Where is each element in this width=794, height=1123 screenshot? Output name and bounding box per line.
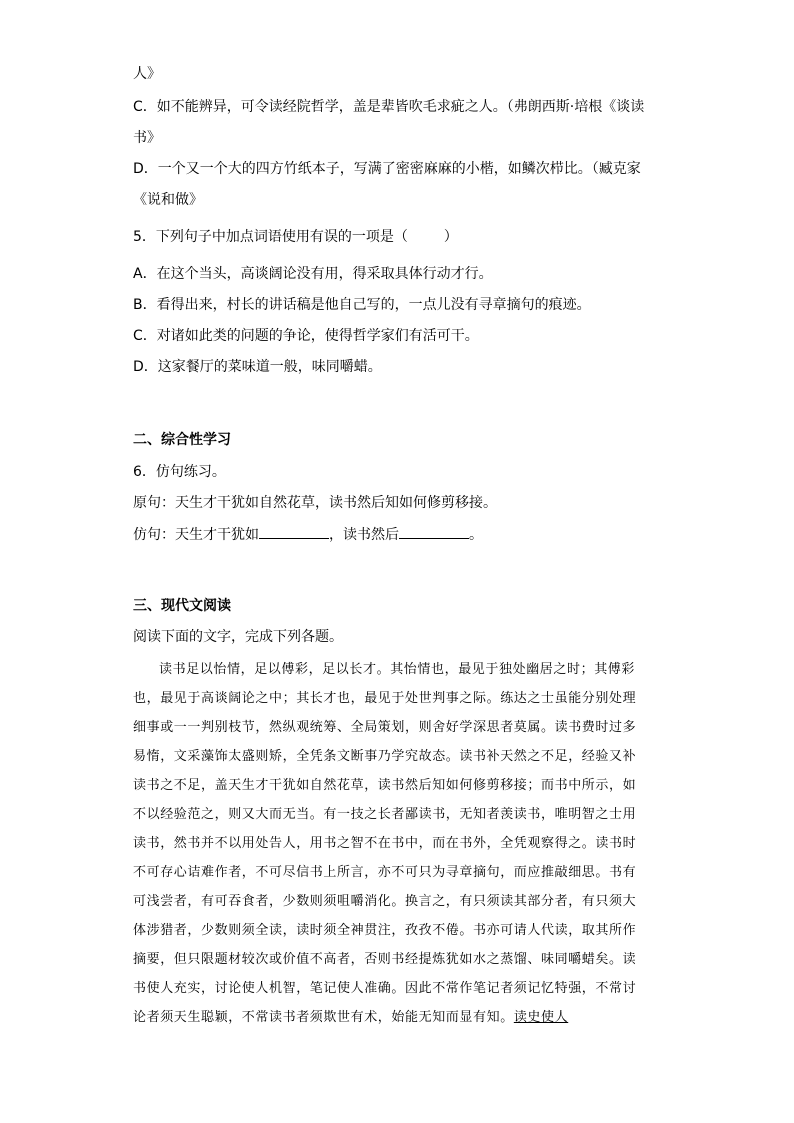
passage-line: 书使人充实，讨论使人机智，笔记使人准确。因此不常作笔记者须记忆特强，不常讨 (133, 981, 637, 996)
passage-line: 可浅尝者，有可吞食者，少数则须咀嚼消化。换言之，有只须读其部分者，有只须大 (133, 894, 637, 909)
passage-line: 体涉猎者，少数则须全读，读时须全神贯注，孜孜不倦。书亦可请人代读，取其所作 (133, 923, 637, 938)
fill-blank-2[interactable] (399, 524, 469, 539)
passage-line: 读书足以怡情，足以傅彩，足以长才。其怡情也，最见于独处幽居之时；其傅彩 (159, 662, 636, 677)
q5-option-d: D．这家餐厅的菜味道一般，味同嚼蜡。 (133, 359, 382, 375)
imitate-part-a: 仿句：天生才干犹如 (133, 527, 259, 543)
passage-line: 摘要，但只限题材较次或价值不高者，否则书经提炼犹如水之蒸馏、味同嚼蜡矣。读 (133, 952, 637, 967)
passage-line: 细事或一一判别枝节，然纵观统筹、全局策划，则舍好学深思者莫属。读书费时过多 (133, 720, 637, 735)
passage-line: 读书之不足，盖天生才干犹如自然花草，读书然后知如何修剪移接；而书中所示，如 (133, 778, 637, 793)
passage-line-text: 论者须天生聪颖，不常读书者须欺世有术，始能无知而显有知。 (133, 1010, 514, 1025)
q5-option-b: B．看得出来，村长的讲话稿是他自己写的，一点儿没有寻章摘句的痕迹。 (133, 297, 591, 313)
passage-last-line (133, 1003, 663, 1032)
section-2-heading: 二、综合性学习 (133, 432, 231, 448)
passage-line: 不可存心诘难作者，不可尽信书上所言，亦不可只为寻章摘句，而应推敲细思。书有 (133, 865, 637, 880)
q4-option-c-line2: 书》 (133, 130, 161, 146)
reading-instruction: 阅读下面的文字，完成下列各题。 (133, 629, 343, 645)
q4-option-d-line2: 《说和做》 (133, 192, 203, 208)
q5-stem (133, 227, 458, 247)
fill-blank-1[interactable] (259, 524, 329, 539)
q4-option-c-line1: C．如不能辨异，可令读经院哲学，盖是辈皆吹毛求疵之人。（弗朗西斯·培根《谈读 (133, 99, 645, 115)
imitate-part-b: ，读书然后 (329, 527, 399, 543)
passage-line: 也，最见于高谈阔论之中；其长才也，最见于处世判事之际。练达之士虽能分别处理 (133, 691, 637, 706)
q5-option-c: C．对诸如此类的问题的争论，使得哲学家们有活可干。 (133, 328, 479, 344)
underlined-phrase: 读史使人 (513, 1010, 569, 1025)
q4-option-d-line1: D．一个又一个大的四方竹纸本子，写满了密密麻麻的小楷，如鳞次栉比。（臧克家 (133, 161, 641, 177)
q6-original-sentence: 原句：天生才干犹如自然花草，读书然后知如何修剪移接。 (133, 495, 497, 511)
q6-title: 6．仿句练习。 (133, 464, 226, 480)
passage-line: 不以经验范之，则又大而无当。有一技之长者鄙读书，无知者羡读书，唯明智之士用 (133, 807, 637, 822)
q6-imitation-sentence (133, 524, 483, 545)
imitate-part-c: 。 (469, 527, 483, 543)
passage-line: 读书，然书并不以用处告人，用书之智不在书中，而在书外，全凭观察得之。读书时 (133, 836, 637, 851)
reading-passage (133, 655, 663, 1032)
q4-option-b-tail: 人》 (133, 66, 161, 82)
passage-line: 易惰，文采藻饰太盛则矫，全凭条文断事乃学究故态。读书补天然之不足，经验又补 (133, 749, 637, 764)
q5-stem-before: 5．下列句子中加点词语使用有误的一项是（ (133, 229, 408, 245)
section-3-heading: 三、现代文阅读 (133, 598, 231, 614)
q5-option-a: A．在这个当头，高谈阔论没有用，得采取具体行动才行。 (133, 266, 493, 282)
q5-stem-after: ） (443, 229, 458, 245)
